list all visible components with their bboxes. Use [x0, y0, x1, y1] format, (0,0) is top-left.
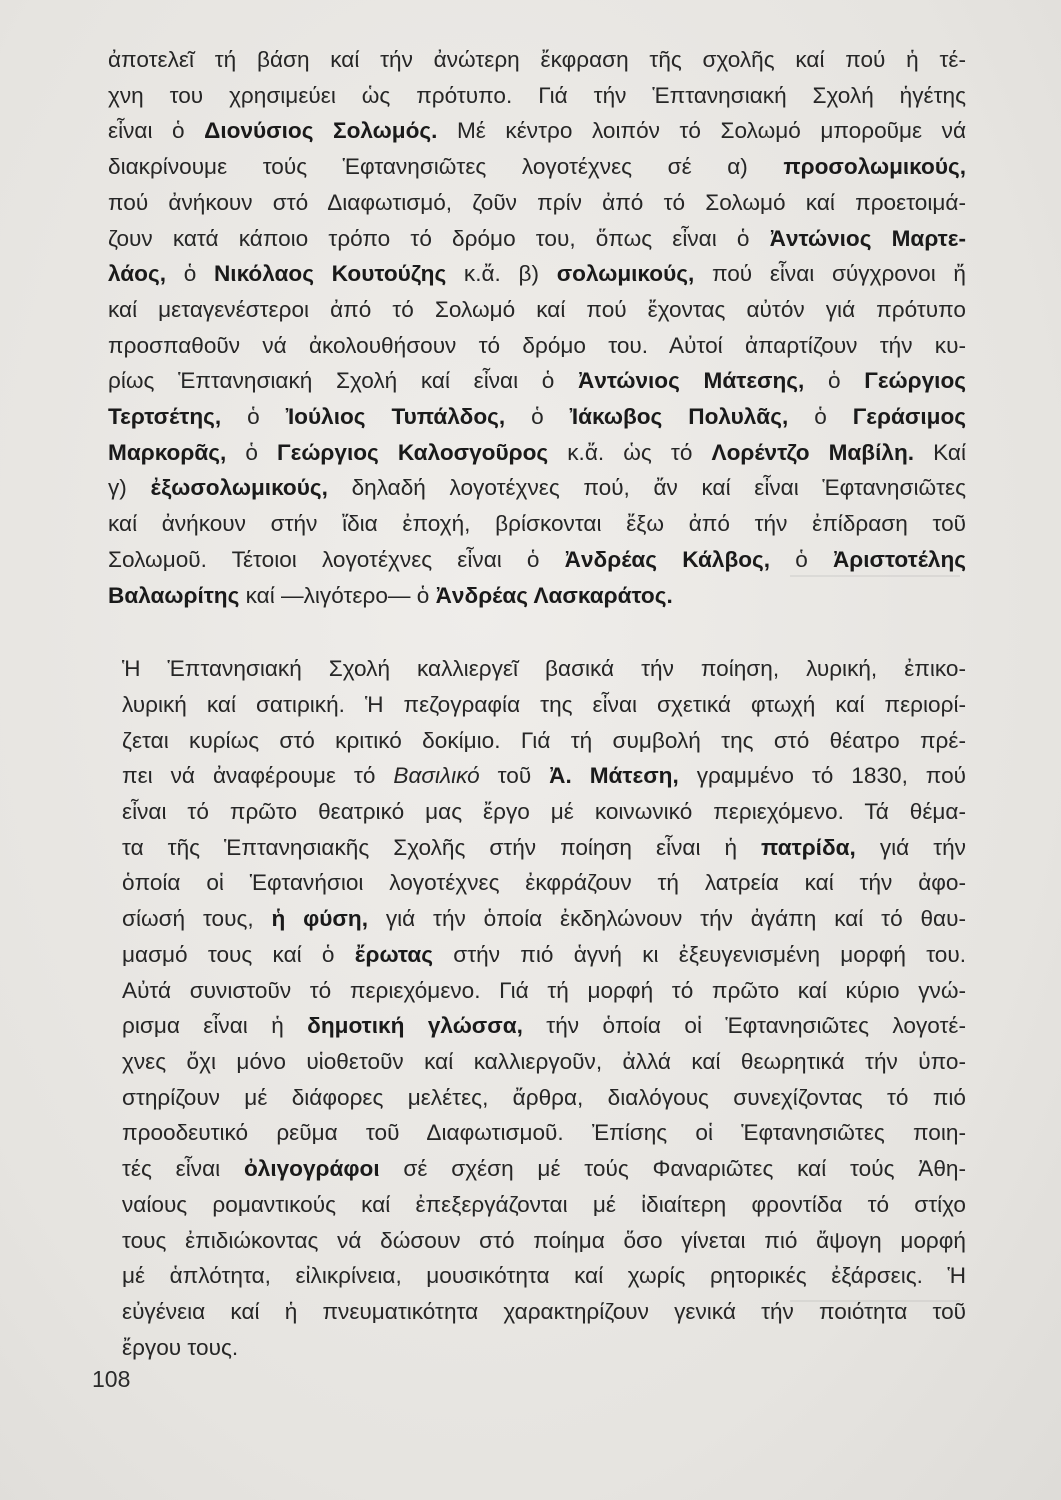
text-line: Αὐτά συνιστοῦν τό περιεχόμενο. Γιά τή μορφή τό πρῶτο καί κύριο γνώ-	[122, 977, 966, 1003]
text-line: χνες ὄχι μόνο υἱοθετοῦν καί καλλιεργοῦν, ἀλλά καί θεωρητικά τήν ὑπο-	[122, 1048, 966, 1074]
term-fysi: ἡ φύση,	[271, 906, 368, 932]
text-line: χνη του χρησιμεύει ὡς πρότυπο. Γιά τήν Ἑπτανησιακή Σχολή ἡγέτης	[108, 82, 966, 108]
paragraph-themes	[108, 651, 966, 1365]
name-markoras: Μαρκορᾶς,	[108, 439, 227, 465]
name-a-matesi: Ἀ. Μάτεση,	[549, 763, 679, 789]
name-laskaratos: Ἀνδρέας Λασκαράτος.	[435, 582, 673, 608]
text-line: ὁποία οἱ Ἑφτανήσιοι λογοτέχνες ἐκφράζουν τή λατρεία καί τήν ἀφο-	[122, 870, 966, 896]
page-number: 108	[92, 1366, 131, 1392]
text-line: λάος, ὁ Νικόλαος Κουτούζης κ.ἄ. β) σολωμικούς, πού εἶναι σύγχρονοι ἤ	[108, 261, 967, 287]
name-kalvos: Ἀνδρέας Κάλβος,	[564, 546, 771, 572]
name-martelaos: Ἀντώνιος Μαρτε-	[769, 225, 967, 251]
text-line: ζουν κατά κάποιο τρόπο τό δρόμο του, ὅπως εἶναι ὁ Ἀντώνιος Μαρτε-	[108, 225, 967, 251]
name-valaoritis: Βαλαωρίτης	[108, 582, 240, 608]
text-line: καί μεταγενέστεροι ἀπό τό Σολωμό καί πού ἔχοντας αὐτόν γιά πρότυπο	[108, 296, 966, 322]
name-tertsetis: Τερτσέτης,	[108, 404, 222, 430]
name-polylas: Ἰάκωβος Πολυλᾶς,	[569, 404, 789, 430]
text-line: μέ ἁπλότητα, εἰλικρίνεια, μουσικότητα καί χωρίς ρητορικές ἐξάρσεις. Ἡ	[122, 1263, 966, 1289]
name-koutouzis: Νικόλαος Κουτούζης	[213, 261, 447, 287]
term-prosolomikous: προσολωμικούς,	[783, 154, 966, 180]
name-matesis: Ἀντώνιος Μάτεσης,	[578, 368, 805, 394]
text-line: τα τῆς Ἑπτανησιακῆς Σχολῆς στήν ποίηση εἶναι ἡ πατρίδα, γιά τήν	[122, 834, 966, 860]
name-typaldos: Ἰούλιος Τυπάλδος,	[285, 404, 506, 430]
text-line: εὐγένεια καί ἡ πνευματικότητα χαρακτηρίζουν γενικά τήν ποιότητα τοῦ	[122, 1298, 966, 1324]
title-vasilikos: Βασιλικό	[393, 763, 480, 789]
text-line: ἀποτελεῖ τή βάση καί τήν ἀνώτερη ἔκφραση τῆς σχολῆς καί πού ἡ τέ-	[108, 47, 966, 72]
term-dimotiki-glossa: δημοτική γλώσσα,	[307, 1013, 523, 1039]
text-line: Μαρκορᾶς, ὁ Γεώργιος Καλοσγοῦρος κ.ἄ. ὡς τό Λορέντζο Μαβίλη. Καί	[108, 439, 967, 465]
paragraph-schools	[108, 42, 966, 613]
text-line: πού ἀνήκουν στό Διαφωτισμό, ζοῦν πρίν ἀπό τό Σολωμό καί προετοιμά-	[108, 189, 966, 215]
text-line: σίωσή τους, ἡ φύση, γιά τήν ὁποία ἐκδηλώνουν τήν ἀγάπη καί τό θαυ-	[122, 906, 966, 932]
name-mavilis: Λορέντζο Μαβίλη.	[711, 439, 915, 465]
text-line: Σολωμοῦ. Τέτοιοι λογοτέχνες εἶναι ὁ Ἀνδρέας Κάλβος, ὁ Ἀριστοτέλης	[108, 546, 966, 572]
text-line: προσπαθοῦν νά ἀκολουθήσουν τό δρόμο του. Αὐτοί ἀπαρτίζουν τήν κυ-	[108, 332, 966, 358]
text-line: καί ἀνήκουν στήν ἴδια ἐποχή, βρίσκονται ἔξω ἀπό τήν ἐπίδραση τοῦ	[108, 511, 966, 537]
text-line: διακρίνουμε τούς Ἑφτανησιῶτες λογοτέχνες σέ α) προσολωμικούς,	[108, 154, 966, 180]
text-line: λυρική καί σατιρική. Ἡ πεζογραφία της εἶναι σχετικά φτωχή καί περιορί-	[122, 691, 966, 717]
text-line: ρίως Ἑπτανησιακή Σχολή καί εἶναι ὁ Ἀντώνιος Μάτεσης, ὁ Γεώργιος	[108, 368, 967, 394]
term-oligografoi: ὀλιγογράφοι	[243, 1156, 380, 1182]
term-exosolomikous: ἐξωσολωμικούς,	[150, 475, 328, 501]
text-line: Βαλαωρίτης καί —λιγότερο— ὁ Ἀνδρέας Λασκαράτος.	[108, 582, 673, 608]
text-line: Ἡ Ἑπτανησιακή Σχολή καλλιεργεῖ βασικά τήν ποίηση, λυρική, ἐπικο-	[122, 656, 966, 682]
text-line: ἔργου τους.	[122, 1334, 239, 1360]
text-line: τους ἐπιδιώκοντας νά δώσουν στό ποίημα ὅσο γίνεται πιό ἄψογη μορφή	[122, 1227, 966, 1253]
text-line: Τερτσέτης, ὁ Ἰούλιος Τυπάλδος, ὁ Ἰάκωβος Πολυλᾶς, ὁ Γεράσιμος	[108, 404, 966, 430]
text-line: ζεται κυρίως στό κριτικό δοκίμιο. Γιά τή συμβολή της στό θέατρο πρέ-	[122, 727, 966, 753]
body-text	[108, 42, 966, 1365]
name-solomos: Διονύσιος Σολωμός.	[204, 118, 438, 144]
text-line: μασμό τους καί ὁ ἔρωτας στήν πιό ἁγνή κι ἐξευγενισμένη μορφή του.	[122, 941, 966, 967]
term-solomikous: σολωμικούς,	[556, 261, 695, 287]
text-line: εἶναι τό πρῶτο θεατρικό μας ἔργο μέ κοινωνικό περιεχόμενο. Τά θέμα-	[122, 799, 966, 825]
text-line: πει νά ἀναφέρουμε τό Βασιλικό τοῦ Ἀ. Μάτεση, γραμμένο τό 1830, πού	[122, 763, 966, 789]
text-line: στηρίζουν μέ διάφορες μελέτες, ἄρθρα, διαλόγους συνεχίζοντας τό πιό	[122, 1084, 966, 1110]
text-line: τές εἶναι ὀλιγογράφοι σέ σχέση μέ τούς Φαναριῶτες καί τούς Ἀθη-	[122, 1156, 966, 1182]
text-line: προοδευτικό ρεῦμα τοῦ Διαφωτισμοῦ. Ἐπίσης οἱ Ἑφτανησιῶτες ποιη-	[122, 1120, 966, 1146]
term-erotas: ἔρωτας	[354, 941, 434, 967]
text-line: εἶναι ὁ Διονύσιος Σολωμός. Μέ κέντρο λοιπόν τό Σολωμό μποροῦμε νά	[108, 118, 966, 144]
text-line: ρισμα εἶναι ἡ δημοτική γλώσσα, τήν ὁποία οἱ Ἑφτανησιῶτες λογοτέ-	[122, 1013, 967, 1039]
text-line: ναίους ρομαντικούς καί ἐπεξεργάζονται μέ ἰδιαίτερη φροντίδα τό στίχο	[122, 1191, 966, 1217]
text-line: γ) ἐξωσολωμικούς, δηλαδή λογοτέχνες πού, ἄν καί εἶναι Ἑφτανησιῶτες	[108, 475, 966, 501]
term-patrida: πατρίδα,	[761, 834, 856, 860]
name-kalosgouros: Γεώργιος Καλοσγοῦρος	[277, 439, 549, 465]
